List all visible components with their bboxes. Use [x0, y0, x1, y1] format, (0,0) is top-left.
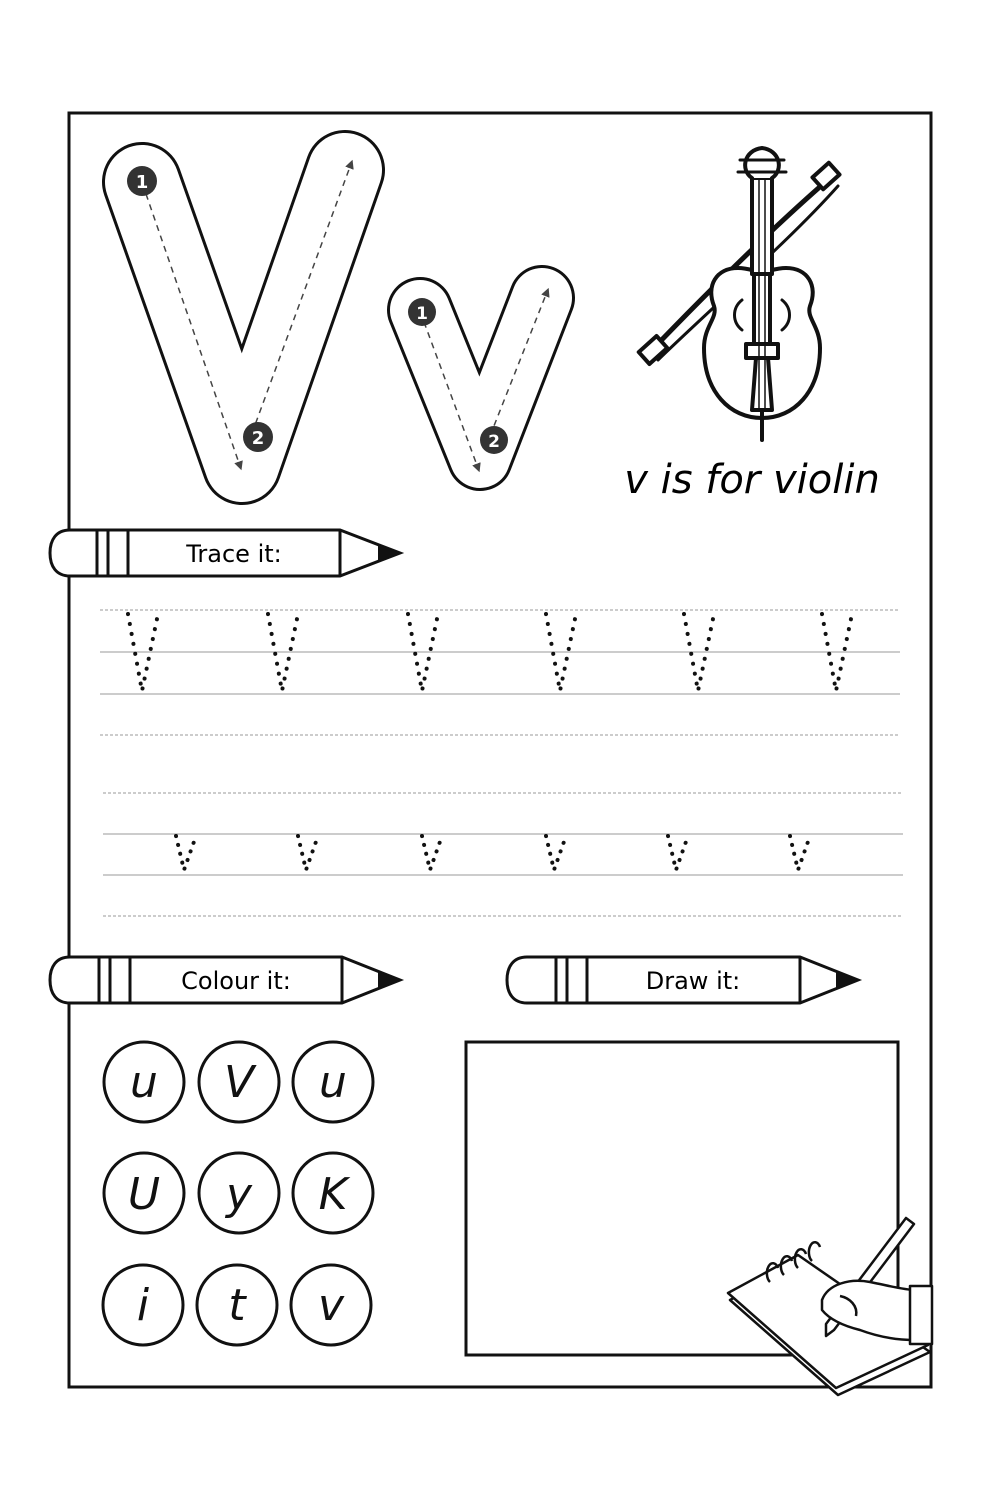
dotted-letter — [546, 836, 566, 870]
circle-letter: U — [127, 1169, 161, 1220]
circle-letter: u — [319, 1057, 347, 1108]
colour-pencil-label — [50, 957, 400, 1003]
uppercase-letter-outline — [127, 164, 351, 466]
dotted-letter — [298, 836, 318, 870]
trace-pencil-label — [50, 530, 400, 576]
circle-letter: y — [225, 1169, 253, 1220]
dotted-letter — [176, 836, 196, 870]
trace-label: Trace it: — [186, 540, 282, 568]
lowercase-letter-outline — [408, 292, 547, 468]
stroke-number-2: 2 — [251, 428, 265, 449]
circle-letter: K — [318, 1169, 348, 1220]
violin-icon — [639, 148, 840, 440]
circle-letter: u — [130, 1057, 158, 1108]
stroke-number-1: 1 — [135, 172, 149, 193]
trace-row-lower — [176, 836, 810, 870]
circle-letter: t — [228, 1280, 246, 1331]
dotted-letter — [422, 836, 442, 870]
colour-label: Colour it: — [181, 967, 291, 995]
caption: v is for violin — [624, 457, 880, 503]
dotted-letter — [668, 836, 688, 870]
circle-letter: i — [136, 1280, 150, 1331]
draw-label: Draw it: — [645, 967, 741, 995]
stroke-number-1-lower: 1 — [416, 304, 428, 324]
circle-letter: v — [317, 1280, 345, 1331]
dotted-letter — [790, 836, 810, 870]
stroke-number-2-lower: 2 — [488, 432, 500, 452]
circle-letter: V — [223, 1057, 255, 1108]
trace-lines — [100, 610, 903, 916]
draw-pencil-label — [507, 957, 858, 1003]
